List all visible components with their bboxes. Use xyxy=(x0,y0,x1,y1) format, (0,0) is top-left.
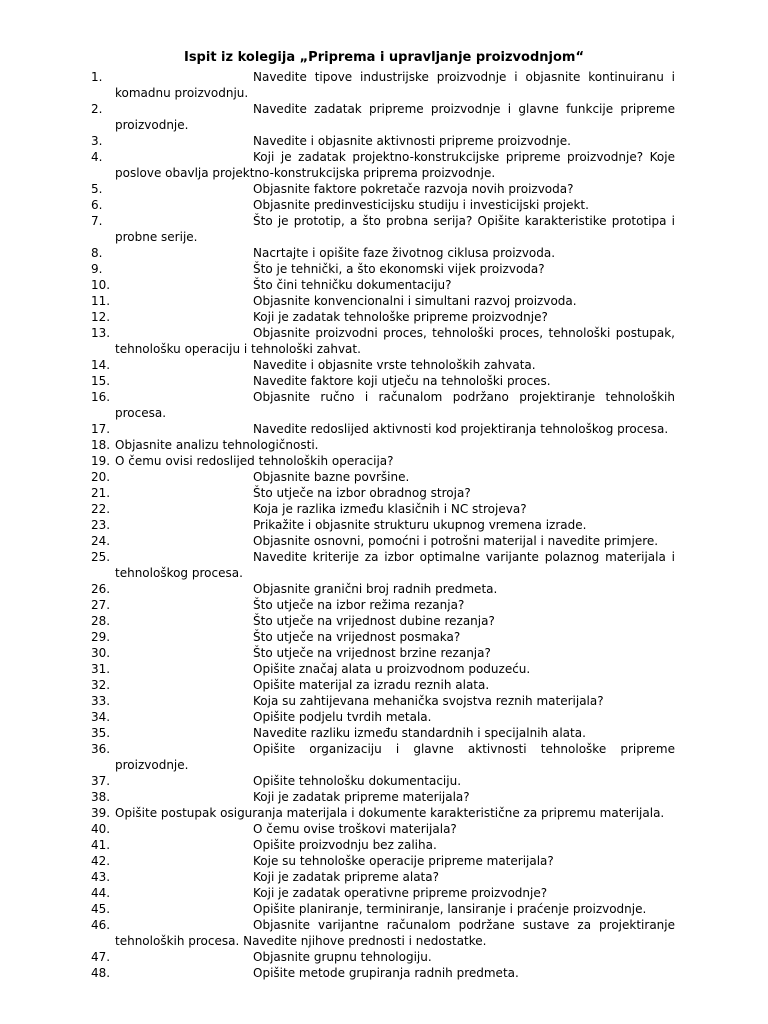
question-text: Navedite kriterije za izbor optimalne varijante polaznog materijala i xyxy=(253,550,675,564)
question-number: 16. xyxy=(91,390,111,404)
question-number: 20. xyxy=(91,470,111,484)
question-item xyxy=(0,725,768,741)
question-number: 31. xyxy=(91,662,111,676)
question-number: 19. xyxy=(91,454,111,468)
question-item xyxy=(0,197,768,213)
question-number: 41. xyxy=(91,838,111,852)
question-item xyxy=(0,213,768,245)
question-number: 33. xyxy=(91,694,111,708)
question-text: Objasnite konvencionalni i simultani razvoj proizvoda. xyxy=(253,294,577,308)
question-text: Opišite materijal za izradu reznih alata. xyxy=(253,678,490,692)
question-text: Opišite postupak osiguranja materijala i dokumente karakteristične za pripremu materijala. xyxy=(115,806,665,820)
question-number: 43. xyxy=(91,870,111,884)
question-item xyxy=(0,517,768,533)
question-number: 26. xyxy=(91,582,111,596)
question-text: Objasnite grupnu tehnologiju. xyxy=(253,950,432,964)
question-text: Koji je zadatak projektno-konstrukcijske pripreme proizvodnje? Koje xyxy=(253,150,675,164)
question-number: 34. xyxy=(91,710,111,724)
question-text: Što utječe na izbor obradnog stroja? xyxy=(253,486,471,500)
question-text: Objasnite osnovni, pomoćni i potrošni materijal i navedite primjere. xyxy=(253,534,659,548)
question-text: Što je prototip, a što probna serija? Opišite karakteristike prototipa i xyxy=(253,214,675,228)
question-list xyxy=(0,69,768,981)
question-text-continuation: tehnološku operaciju i tehnološki zahvat. xyxy=(115,342,361,356)
question-number: 2. xyxy=(91,102,103,116)
question-item xyxy=(0,501,768,517)
question-text: Opišite planiranje, terminiranje, lansiranje i praćenje proizvodnje. xyxy=(253,902,647,916)
document-title: Ispit iz kolegija „Priprema i upravljanje proizvodnjom“ xyxy=(183,50,584,65)
question-text: Što je tehnički, a što ekonomski vijek proizvoda? xyxy=(253,262,545,276)
question-text-continuation: poslove obavlja projektno-konstrukcijska priprema proizvodnje. xyxy=(115,166,496,180)
question-number: 29. xyxy=(91,630,111,644)
question-text: Prikažite i objasnite strukturu ukupnog vremena izrade. xyxy=(253,518,587,532)
question-item xyxy=(0,901,768,917)
question-number: 25. xyxy=(91,550,111,564)
question-text: Koji je zadatak operativne pripreme proizvodnje? xyxy=(253,886,548,900)
question-item xyxy=(0,869,768,885)
question-item xyxy=(0,773,768,789)
question-item xyxy=(0,789,768,805)
question-text: Objasnite ručno i računalom podržano projektiranje tehnoloških xyxy=(253,390,675,404)
question-text: O čemu ovise troškovi materijala? xyxy=(253,822,457,836)
question-item xyxy=(0,293,768,309)
question-number: 21. xyxy=(91,486,111,500)
question-item xyxy=(0,661,768,677)
question-item xyxy=(0,469,768,485)
question-item xyxy=(0,805,768,821)
question-text: Opišite tehnološku dokumentaciju. xyxy=(253,774,462,788)
question-item xyxy=(0,101,768,133)
question-item xyxy=(0,613,768,629)
question-number: 39. xyxy=(91,806,111,820)
question-number: 12. xyxy=(91,310,111,324)
question-number: 9. xyxy=(91,262,103,276)
question-text: Opišite podjelu tvrdih metala. xyxy=(253,710,432,724)
question-text-continuation: tehnoloških procesa. Navedite njihove prednosti i nedostatke. xyxy=(115,934,487,948)
question-text: Koje su tehnološke operacije pripreme materijala? xyxy=(253,854,554,868)
question-item xyxy=(0,181,768,197)
question-text-continuation: proizvodnje. xyxy=(115,758,189,772)
question-item xyxy=(0,917,768,949)
question-item xyxy=(0,453,768,469)
question-text: O čemu ovisi redoslijed tehnoloških operacija? xyxy=(115,454,394,468)
question-number: 45. xyxy=(91,902,111,916)
question-text-continuation: procesa. xyxy=(115,406,167,420)
question-item xyxy=(0,741,768,773)
question-item xyxy=(0,965,768,981)
question-item xyxy=(0,309,768,325)
question-number: 15. xyxy=(91,374,111,388)
question-item xyxy=(0,885,768,901)
question-number: 8. xyxy=(91,246,103,260)
question-text: Što utječe na vrijednost brzine rezanja? xyxy=(253,646,491,660)
question-number: 47. xyxy=(91,950,111,964)
question-item xyxy=(0,629,768,645)
question-text-continuation: komadnu proizvodnju. xyxy=(115,86,249,100)
question-number: 42. xyxy=(91,854,111,868)
question-item xyxy=(0,693,768,709)
question-text: Navedite razliku između standardnih i specijalnih alata. xyxy=(253,726,586,740)
question-item xyxy=(0,949,768,965)
question-text: Navedite faktore koji utječu na tehnološki proces. xyxy=(253,374,551,388)
question-item xyxy=(0,261,768,277)
question-item xyxy=(0,853,768,869)
question-number: 7. xyxy=(91,214,103,228)
question-number: 28. xyxy=(91,614,111,628)
question-item xyxy=(0,389,768,421)
question-item xyxy=(0,837,768,853)
question-item xyxy=(0,533,768,549)
question-text: Što utječe na vrijednost posmaka? xyxy=(253,630,461,644)
question-number: 44. xyxy=(91,886,111,900)
question-item xyxy=(0,597,768,613)
question-text: Koji je zadatak pripreme alata? xyxy=(253,870,439,884)
question-number: 11. xyxy=(91,294,111,308)
question-number: 17. xyxy=(91,422,111,436)
question-number: 37. xyxy=(91,774,111,788)
question-number: 30. xyxy=(91,646,111,660)
question-text: Navedite i objasnite aktivnosti pripreme proizvodnje. xyxy=(253,134,571,148)
question-item xyxy=(0,549,768,581)
question-number: 10. xyxy=(91,278,111,292)
question-text: Objasnite predinvesticijsku studiju i investicijski projekt. xyxy=(253,198,589,212)
question-number: 48. xyxy=(91,966,111,980)
question-item xyxy=(0,149,768,181)
question-item xyxy=(0,69,768,101)
question-text-continuation: probne serije. xyxy=(115,230,198,244)
question-text: Što čini tehničku dokumentaciju? xyxy=(253,278,452,292)
question-text: Opišite značaj alata u proizvodnom poduzeću. xyxy=(253,662,531,676)
question-number: 14. xyxy=(91,358,111,372)
question-number: 35. xyxy=(91,726,111,740)
question-number: 6. xyxy=(91,198,103,212)
question-number: 22. xyxy=(91,502,111,516)
question-text: Objasnite granični broj radnih predmeta. xyxy=(253,582,498,596)
question-item xyxy=(0,437,768,453)
question-text: Opišite organizaciju i glavne aktivnosti tehnološke pripreme xyxy=(253,742,675,756)
question-number: 4. xyxy=(91,150,103,164)
question-item xyxy=(0,485,768,501)
question-number: 18. xyxy=(91,438,111,452)
question-text: Navedite i objasnite vrste tehnoloških zahvata. xyxy=(253,358,536,372)
question-text: Navedite redoslijed aktivnosti kod projektiranja tehnološkog procesa. xyxy=(253,422,669,436)
question-text: Što utječe na vrijednost dubine rezanja? xyxy=(253,614,495,628)
question-text: Opišite metode grupiranja radnih predmeta. xyxy=(253,966,519,980)
question-item xyxy=(0,325,768,357)
question-text: Nacrtajte i opišite faze životnog ciklusa proizvoda. xyxy=(253,246,556,260)
question-number: 13. xyxy=(91,326,111,340)
question-number: 27. xyxy=(91,598,111,612)
question-text: Koja su zahtijevana mehanička svojstva reznih materijala? xyxy=(253,694,604,708)
question-item xyxy=(0,645,768,661)
question-number: 24. xyxy=(91,534,111,548)
question-item xyxy=(0,421,768,437)
question-item xyxy=(0,581,768,597)
question-text: Navedite zadatak pripreme proizvodnje i glavne funkcije pripreme xyxy=(253,102,675,116)
question-item xyxy=(0,677,768,693)
question-number: 32. xyxy=(91,678,111,692)
question-text: Koji je zadatak pripreme materijala? xyxy=(253,790,470,804)
question-text: Koji je zadatak tehnološke pripreme proizvodnje? xyxy=(253,310,548,324)
question-text: Koja je razlika između klasičnih i NC strojeva? xyxy=(253,502,527,516)
question-item xyxy=(0,357,768,373)
question-text: Objasnite faktore pokretače razvoja novih proizvoda? xyxy=(253,182,574,196)
question-number: 36. xyxy=(91,742,111,756)
question-text-continuation: tehnološkog procesa. xyxy=(115,566,243,580)
question-text: Objasnite analizu tehnologičnosti. xyxy=(115,438,319,452)
question-item xyxy=(0,133,768,149)
question-item xyxy=(0,821,768,837)
question-number: 1. xyxy=(91,70,103,84)
question-text: Objasnite varijantne računalom podržane sustave za projektiranje xyxy=(253,918,675,932)
question-text: Navedite tipove industrijske proizvodnje i objasnite kontinuiranu i xyxy=(253,70,675,84)
question-number: 3. xyxy=(91,134,103,148)
question-text: Objasnite proizvodni proces, tehnološki proces, tehnološki postupak, xyxy=(253,326,675,340)
question-number: 40. xyxy=(91,822,111,836)
question-item xyxy=(0,709,768,725)
question-text: Objasnite bazne površine. xyxy=(253,470,410,484)
question-text: Što utječe na izbor režima rezanja? xyxy=(253,598,465,612)
question-item xyxy=(0,245,768,261)
question-number: 23. xyxy=(91,518,111,532)
question-text: Opišite proizvodnju bez zaliha. xyxy=(253,838,437,852)
question-item xyxy=(0,373,768,389)
question-number: 46. xyxy=(91,918,111,932)
question-item xyxy=(0,277,768,293)
question-text-continuation: proizvodnje. xyxy=(115,118,189,132)
question-number: 38. xyxy=(91,790,111,804)
question-number: 5. xyxy=(91,182,103,196)
